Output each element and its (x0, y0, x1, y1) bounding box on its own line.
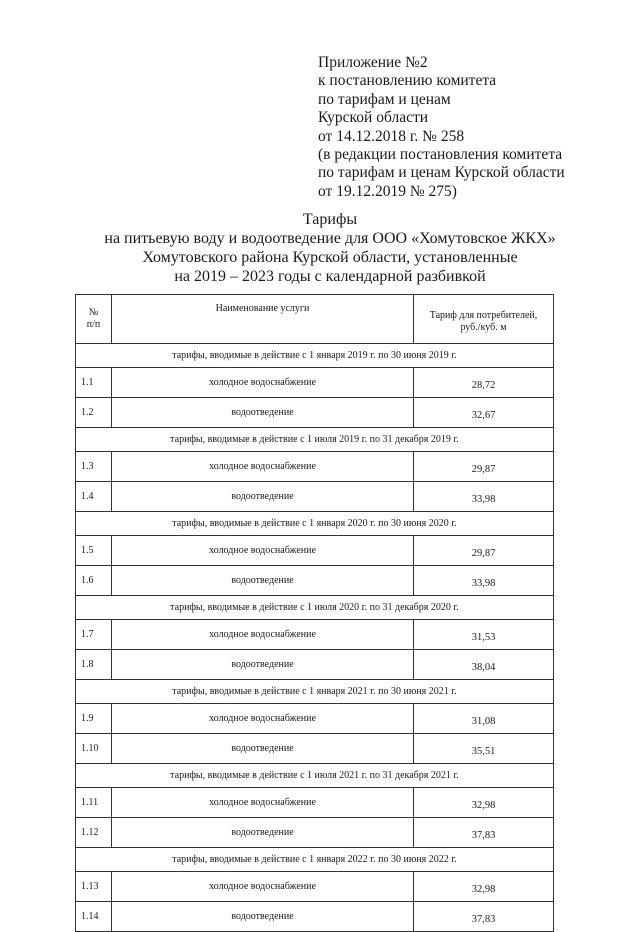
row-number: 1.3 (76, 452, 112, 482)
header-tariff-line: руб./куб. м (460, 322, 507, 333)
row-service: холодное водоснабжение (112, 872, 414, 902)
period-row (76, 428, 554, 452)
header-number-line: п/п (86, 319, 101, 330)
table-row (76, 368, 554, 398)
period-label: тарифы, вводимые в действие с 1 января 2022 г. по 30 июня 2022 г. (76, 848, 554, 872)
appendix-line: Приложение №2 (318, 54, 428, 71)
table-row (76, 620, 554, 650)
row-number: 1.1 (76, 368, 112, 398)
row-tariff-value: 32,98 (414, 788, 554, 818)
table-row (76, 902, 554, 932)
row-number: 1.12 (76, 818, 112, 848)
appendix-heading (318, 54, 636, 201)
period-label: тарифы, вводимые в действие с 1 июля 2019 г. по 31 декабря 2019 г. (76, 428, 554, 452)
row-number: 1.13 (76, 872, 112, 902)
row-number: 1.10 (76, 734, 112, 764)
row-tariff-value: 32,98 (414, 872, 554, 902)
table-row (76, 482, 554, 512)
appendix-line: от 19.12.2019 № 275) (318, 182, 457, 200)
row-number: 1.8 (76, 650, 112, 680)
row-service: холодное водоснабжение (112, 704, 414, 734)
row-tariff-value: 29,87 (414, 536, 554, 566)
appendix-line: (в редакции постановления комитета (318, 146, 563, 164)
period-label: тарифы, вводимые в действие с 1 июля 2020 г. по 31 декабря 2020 г. (76, 596, 554, 620)
table-row (76, 398, 554, 428)
row-service: водоотведение (112, 650, 414, 680)
header-service: Наименование услуги (112, 295, 414, 344)
row-service: холодное водоснабжение (112, 368, 414, 398)
table-row (76, 452, 554, 482)
row-number: 1.7 (76, 620, 112, 650)
appendix-line: Курской области (318, 109, 429, 127)
row-tariff-value: 33,98 (414, 482, 554, 512)
row-number: 1.2 (76, 398, 112, 428)
row-service: водоотведение (112, 818, 414, 848)
title-line: Тарифы (302, 211, 358, 228)
row-service: холодное водоснабжение (112, 452, 414, 482)
row-tariff-value: 33,98 (414, 566, 554, 596)
appendix-line: по тарифам и ценам (318, 90, 451, 108)
row-service: холодное водоснабжение (112, 620, 414, 650)
header-tariff-line: Тариф для потребителей, (429, 310, 538, 321)
row-service: холодное водоснабжение (112, 788, 414, 818)
appendix-line: по тарифам и ценам Курской области (318, 164, 565, 182)
period-label: тарифы, вводимые в действие с 1 января 2021 г. по 30 июня 2021 г. (76, 680, 554, 704)
table-row (76, 704, 554, 734)
period-label: тарифы, вводимые в действие с 1 января 2020 г. по 30 июня 2020 г. (76, 512, 554, 536)
row-number: 1.9 (76, 704, 112, 734)
table-header-row (76, 295, 554, 344)
row-number: 1.11 (76, 788, 112, 818)
header-tariff (414, 295, 554, 344)
row-tariff-value: 38,04 (414, 650, 554, 680)
table-row (76, 566, 554, 596)
period-row (76, 764, 554, 788)
row-service: водоотведение (112, 902, 414, 932)
row-number: 1.4 (76, 482, 112, 512)
row-tariff-value: 32,67 (414, 398, 554, 428)
row-number: 1.6 (76, 566, 112, 596)
period-label: тарифы, вводимые в действие с 1 января 2019 г. по 30 июня 2019 г. (76, 344, 554, 368)
appendix-line: к постановлению комитета (318, 72, 497, 90)
table-row (76, 872, 554, 902)
row-number: 1.14 (76, 902, 112, 932)
table-row (76, 734, 554, 764)
row-tariff-value: 29,87 (414, 452, 554, 482)
title-line: Хомутовского района Курской области, установленные (142, 249, 518, 266)
table-row (76, 788, 554, 818)
row-tariff-value: 28,72 (414, 368, 554, 398)
tariff-table-body (76, 344, 554, 932)
table-row (76, 650, 554, 680)
period-row (76, 512, 554, 536)
header-number-line: № (88, 307, 99, 318)
row-service: водоотведение (112, 734, 414, 764)
period-row (76, 848, 554, 872)
period-row (76, 680, 554, 704)
tariff-table (75, 294, 554, 932)
row-tariff-value: 37,83 (414, 902, 554, 932)
row-tariff-value: 31,53 (414, 620, 554, 650)
period-label: тарифы, вводимые в действие с 1 июля 2021 г. по 31 декабря 2021 г. (76, 764, 554, 788)
row-service: водоотведение (112, 482, 414, 512)
row-service: холодное водоснабжение (112, 536, 414, 566)
header-number (76, 295, 112, 344)
appendix-line: от 14.12.2018 г. № 258 (318, 127, 465, 145)
row-service: водоотведение (112, 566, 414, 596)
row-tariff-value: 35,51 (414, 734, 554, 764)
table-row (76, 536, 554, 566)
table-row (76, 818, 554, 848)
row-tariff-value: 37,83 (414, 818, 554, 848)
document-title (60, 210, 600, 286)
row-number: 1.5 (76, 536, 112, 566)
title-line: на 2019 – 2023 годы с календарной разбивкой (174, 268, 486, 285)
period-row (76, 344, 554, 368)
title-line: на питьевую воду и водоотведение для ООО «Хомутовское ЖКХ» (104, 230, 556, 247)
row-tariff-value: 31,08 (414, 704, 554, 734)
row-service: водоотведение (112, 398, 414, 428)
period-row (76, 596, 554, 620)
